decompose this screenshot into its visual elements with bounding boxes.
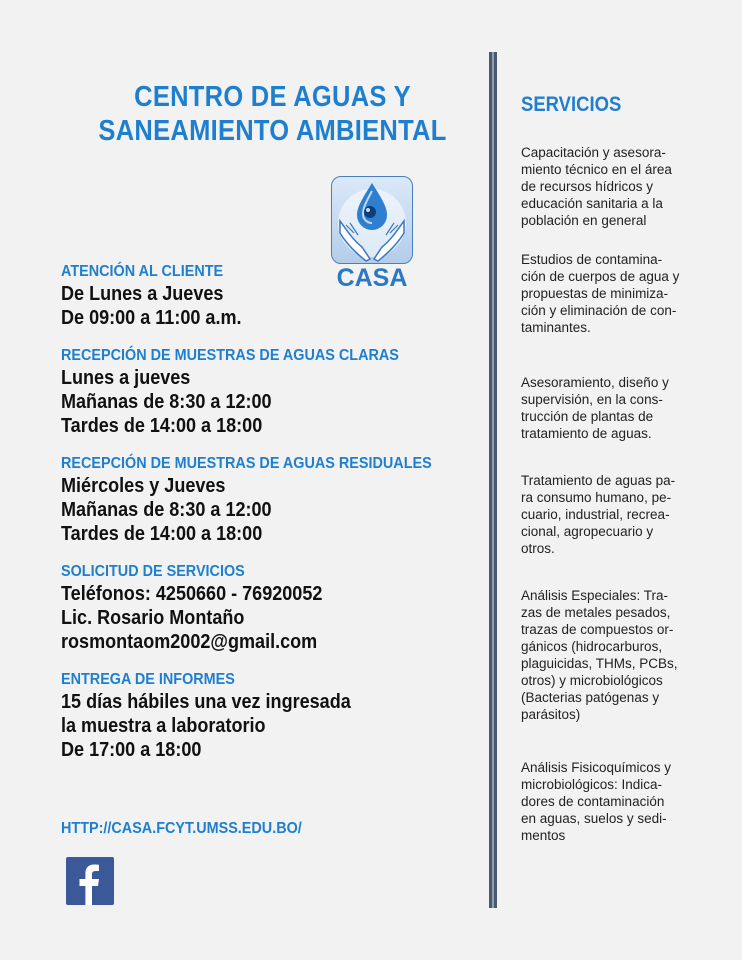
- services-column: [521, 92, 716, 844]
- title-line-2: SANEAMIENTO AMBIENTAL: [98, 115, 447, 147]
- section-entrega: [61, 670, 461, 762]
- services-title: SERVICIOS: [521, 93, 622, 116]
- facebook-icon[interactable]: [66, 857, 114, 905]
- service-item: Análisis Especiales: Tra- zas de metales pesados, trazas de compuestos or- gánicos (hidrocarburos, plaguicidas, THMs, PCBs, otros) y microbiológicos (Bacterias patógenas y parásitos): [521, 588, 678, 722]
- section-aguas-residuales: [61, 454, 461, 546]
- section-heading: SOLICITUD DE SERVICIOS: [61, 563, 245, 580]
- section-line: De 17:00 a 18:00: [61, 738, 202, 761]
- section-heading: RECEPCIÓN DE MUESTRAS DE AGUAS RESIDUALES: [61, 455, 432, 472]
- section-solicitud: [61, 562, 461, 654]
- section-line: 15 días hábiles una vez ingresada: [61, 690, 351, 713]
- section-line: Tardes de 14:00 a 18:00: [61, 414, 263, 437]
- section-line: Mañanas de 8:30 a 12:00: [61, 498, 272, 521]
- service-item: Asesoramiento, diseño y supervisión, en la cons- trucción de plantas de tratamiento de aguas.: [521, 375, 669, 441]
- page-title: [94, 80, 450, 148]
- section-line: De 09:00 a 11:00 a.m.: [61, 306, 242, 329]
- column-divider: [489, 52, 497, 908]
- section-line: Tardes de 14:00 a 18:00: [61, 522, 263, 545]
- section-line: De Lunes a Jueves: [61, 282, 224, 305]
- section-line: Miércoles y Jueves: [61, 474, 226, 497]
- facebook-f-glyph: [66, 857, 114, 905]
- website-link[interactable]: HTTP://CASA.FCYT.UMSS.EDU.BO/: [61, 820, 302, 837]
- info-column: [61, 262, 461, 778]
- section-heading: RECEPCIÓN DE MUESTRAS DE AGUAS CLARAS: [61, 347, 399, 364]
- section-line: la muestra a laboratorio: [61, 714, 266, 737]
- water-drop-hands-icon: [332, 177, 412, 263]
- section-line: Lunes a jueves: [61, 366, 191, 389]
- section-heading: ATENCIÓN AL CLIENTE: [61, 263, 224, 280]
- service-item: Tratamiento de aguas pa- ra consumo humano, pe- cuario, industrial, recrea- cional, agropecuario y otros.: [521, 473, 676, 556]
- section-heading: ENTREGA DE INFORMES: [61, 671, 235, 688]
- contact-email[interactable]: rosmontaom2002@gmail.com: [61, 630, 318, 653]
- contact-name: Lic. Rosario Montaño: [61, 606, 245, 629]
- logo-box: [331, 176, 413, 264]
- title-line-1: CENTRO DE AGUAS Y: [134, 81, 411, 113]
- section-line: Mañanas de 8:30 a 12:00: [61, 390, 272, 413]
- logo-text: CASA: [336, 264, 408, 292]
- section-atencion: [61, 262, 461, 330]
- service-item: Estudios de contamina- ción de cuerpos de agua y propuestas de minimiza- ción y eliminación de con- taminantes.: [521, 252, 680, 335]
- service-item: Análisis Fisicoquímicos y microbiológicos: Indica- dores de contaminación en aguas, suelos y sedi- mentos: [521, 760, 672, 843]
- section-aguas-claras: [61, 346, 461, 438]
- service-item: Capacitación y asesora- miento técnico en el área de recursos hídricos y educación sanitaria a la población en general: [521, 145, 672, 228]
- phone-numbers: Teléfonos: 4250660 - 76920052: [61, 582, 323, 605]
